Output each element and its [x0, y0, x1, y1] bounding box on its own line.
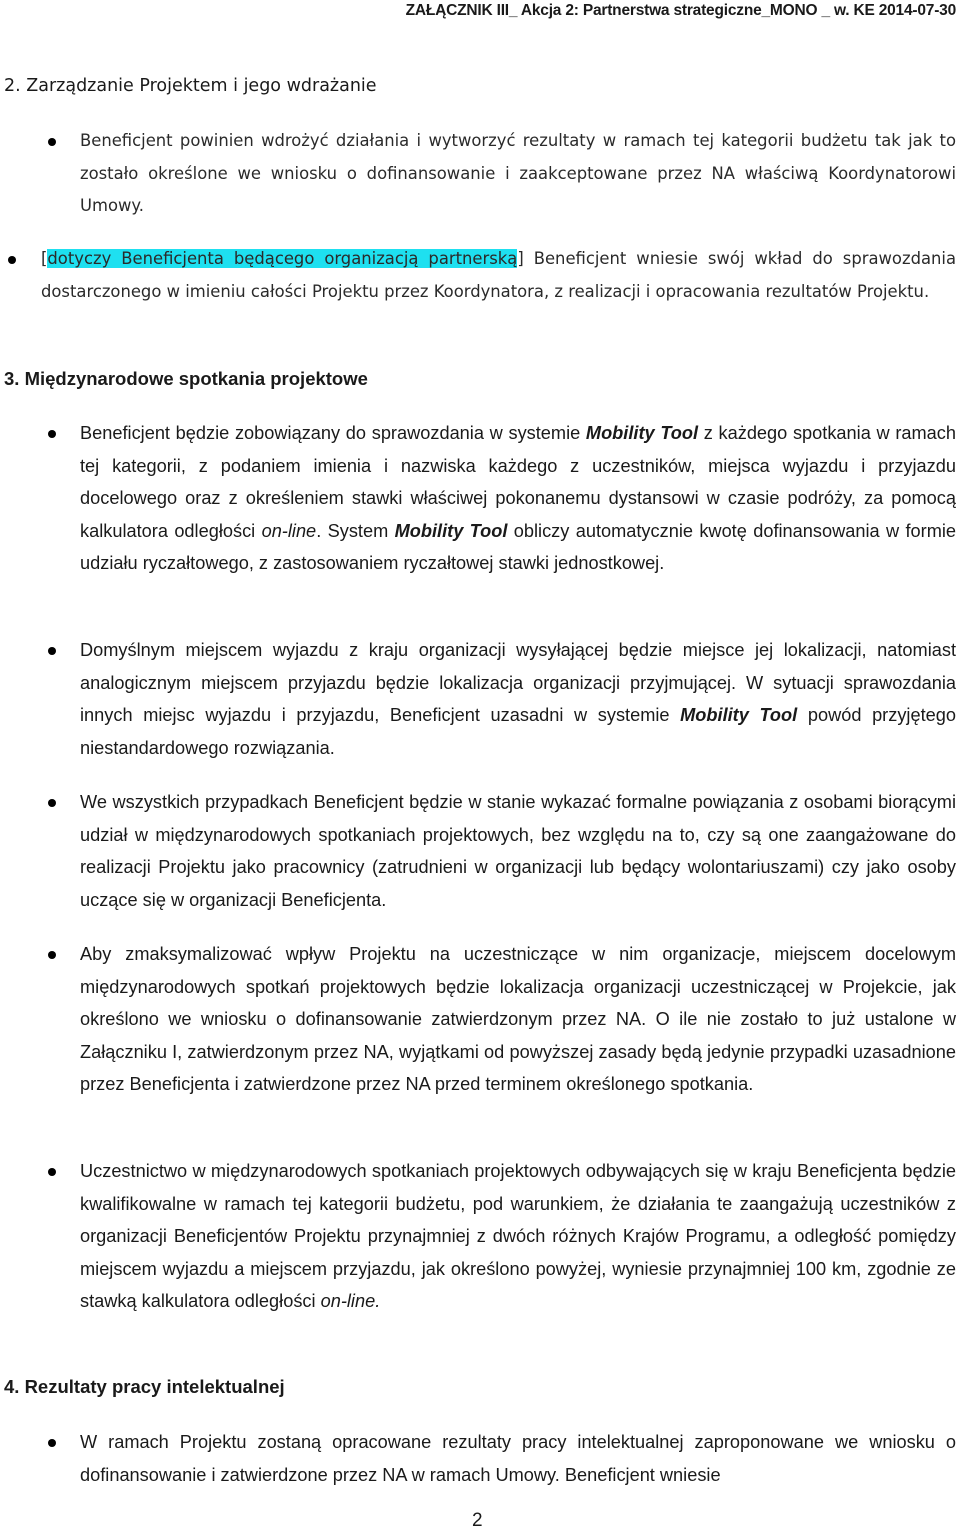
bullet-icon	[48, 951, 56, 959]
section-heading-4: 4. Rezultaty pracy intelektualnej	[4, 1376, 285, 1397]
highlighted-text: dotyczy Beneficjenta będącego organizacją partnerską	[47, 249, 518, 268]
page-number: 2	[472, 1510, 483, 1531]
paragraph-3-1: Beneficjent będzie zobowiązany do sprawozdania w systemie Mobility Tool z każdego spotkania w ramach tej kategorii, z podaniem imienia i nazwiska każdego z uczestników, miejsca wyjazdu i przyjazdu docelowego oraz z określeniem stawki właściwej pokonanemu dystansowi w czasie podróży, za pomocą kalkulatora odległości on-line. System Mobility Tool obliczy automatycznie kwotę dofinansowania w formie udziału ryczałtowego, z zastosowaniem ryczałtowej stawki jednostkowej.	[80, 423, 957, 574]
document-header: ZAŁĄCZNIK III_ Akcja 2: Partnerstwa strategiczne_MONO _ w. KE 2014-07-30	[405, 2, 956, 19]
bullet-icon	[48, 138, 56, 146]
paragraph-3-2: Domyślnym miejscem wyjazdu z kraju organizacji wysyłającej będzie miejsce jej lokalizacji, natomiast analogicznym miejscem przyjazdu będzie lokalizacja organizacji przyjmującej. W sytuacji sprawozdania innych miejsc wyjazdu i przyjazdu, Beneficjent uzasadni w systemie Mobility Tool powód przyjętego niestandardowego rozwiązania.	[80, 640, 956, 758]
paragraph-3-4: Aby zmaksymalizować wpływ Projektu na uczestniczące w nim organizacje, miejscem docelowym międzynarodowych spotkań projektowych będzie lokalizacja organizacji uczestniczącej w Projekcie, jak określono we wniosku o dofinansowanie zatwierdzonym przez NA. O ile nie zostało to już ustalone w Załączniku I, zatwierdzonym przez NA, wyjątkami od powyższej zasady będą jedynie przypadki uzasadnione przez Beneficjenta i zatwierdzone przez NA przed terminem określonego spotkania.	[80, 944, 956, 1095]
paragraph-3-5: Uczestnictwo w międzynarodowych spotkaniach projektowych odbywających się w kraju Beneficjenta będzie kwalifikowalne w ramach tej kategorii budżetu, pod warunkiem, że działania te zaangażują uczestników z organizacji Beneficjentów Projektu przynajmniej z dwóch różnych Krajów Programu, a odległość pomiędzy miejscem wyjazdu a miejscem przyjazdu, jak określono powyżej, wyniesie przynajmniej 100 km, zgodnie ze stawką kalkulatora odległości on-line.	[80, 1161, 956, 1312]
bullet-icon	[48, 430, 56, 438]
bullet-icon	[8, 256, 16, 264]
paragraph-2-2: [dotyczy Beneficjenta będącego organizacją partnerską] Beneficjent wniesie swój wkład do sprawozdania dostarczonego w imieniu całości Projektu przez Koordynatora, z realizacji i opracowania rezultatów Projektu.	[41, 249, 957, 301]
paragraph-2-1: Beneficjent powinien wdrożyć działania i wytworzyć rezultaty w ramach tej kategorii budżetu tak jak to zostało określone we wniosku o dofinansowanie i zaakceptowane przez NA właściwą Koordynatorowi Umowy.	[80, 131, 956, 216]
bullet-icon	[48, 1439, 56, 1447]
section-heading-3: 3. Międzynarodowe spotkania projektowe	[4, 368, 368, 389]
paragraph-3-3: We wszystkich przypadkach Beneficjent będzie w stanie wykazać formalne powiązania z osobami biorącymi udział w międzynarodowych spotkaniach projektowych, bez względu na to, czy są one zaangażowane do realizacji Projektu jako pracownicy (zatrudnieni w organizacji lub będący wolontariuszami) czy jako osoby uczące się w organizacji Beneficjenta.	[80, 792, 956, 910]
bullet-icon	[48, 1168, 56, 1176]
bullet-icon	[48, 647, 56, 655]
paragraph-4-1: W ramach Projektu zostaną opracowane rezultaty pracy intelektualnej zaproponowane we wniosku o dofinansowanie i zatwierdzone przez NA w ramach Umowy. Beneficjent wniesie	[80, 1432, 956, 1485]
bullet-icon	[48, 799, 56, 807]
section-heading-2: 2. Zarządzanie Projektem i jego wdrażanie	[4, 76, 377, 96]
